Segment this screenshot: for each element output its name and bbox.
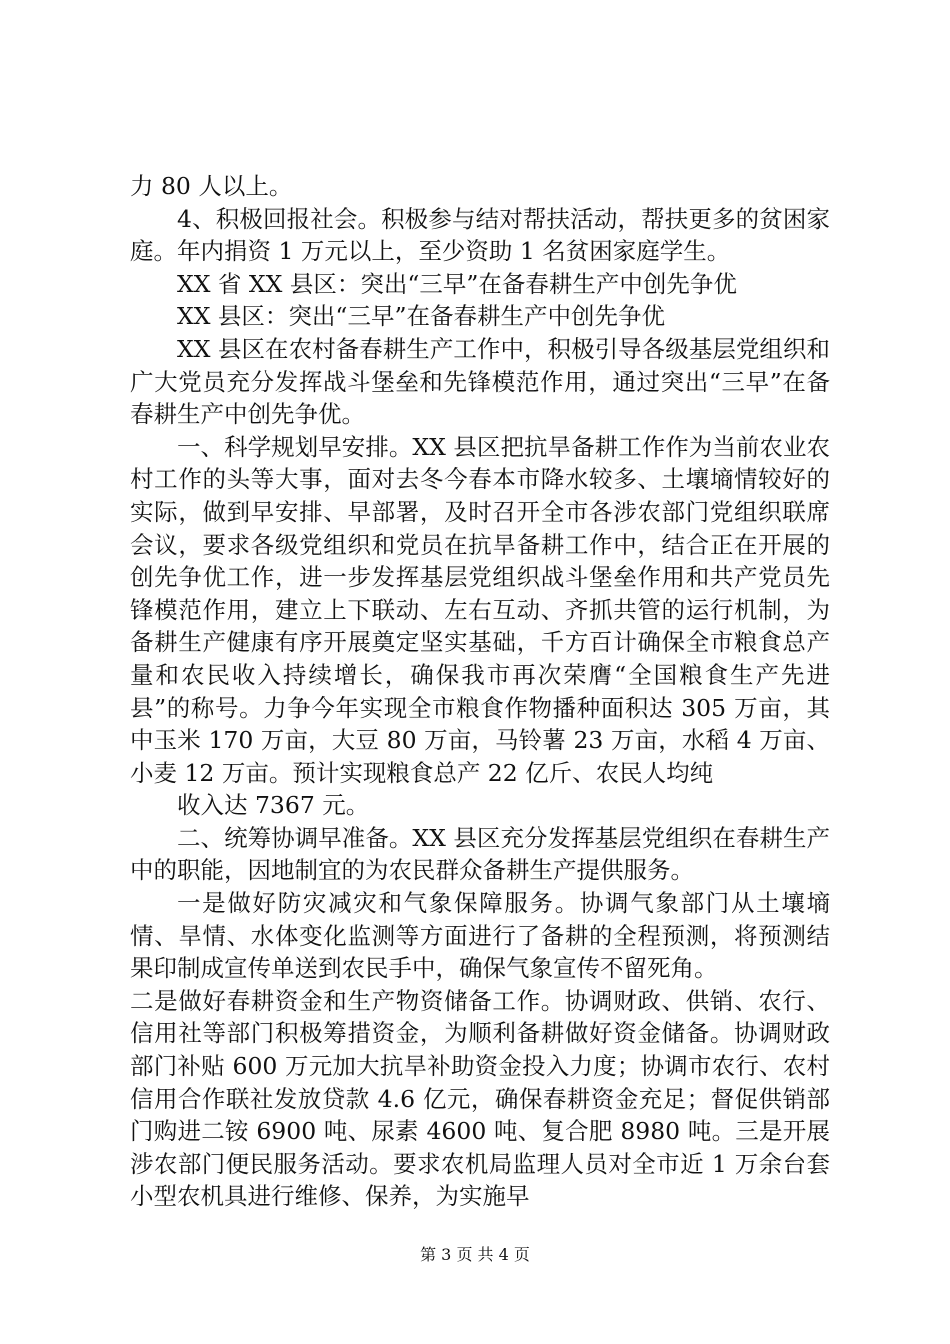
paragraph-continuation: 力 80 人以上。 <box>130 172 293 200</box>
paragraph-section-one: 一、科学规划早安排。XX 县区把抗旱备耕工作作为当前农业农村工作的头等大事，面对去冬今春本市降水较多、土壤墒情较好的实际，做到早安排、早部署，及时召开全市各涉农部门党组织联席会议，要求各级党组织和党员在抗旱备耕工作中，结合正在开展的创先争优工作，进一步发挥基层党组织战斗堡垒作用和共产党员先锋模范作用，建立上下联动、左右互动、齐抓共管的运行机制，为备耕生产健康有序开展奠定坚实基础，千方百计确保全市粮食总产量和农民收入持续增长，确保我市再次荣膺“全国粮食生产先进县”的称号。力争今年实现全市粮食作物播种面积达 305 万亩，其中玉米 170 万亩，大豆 80 万亩，马铃薯 23 万亩，水稻 4 万亩、小麦 12 万亩。预计实现粮食总产 22 亿斤、农民人均纯 <box>130 432 830 787</box>
paragraph-disaster-service: 一是做好防灾减灾和气象保障服务。协调气象部门从土壤墒情、旱情、水体变化监测等方面进行了备耕的全程预测，将预测结果印制成宣传单送到农民手中，确保气象宣传不留死角。 <box>130 889 830 983</box>
article-title-short: XX 县区：突出“三早”在备春耕生产中创先争优 <box>177 302 665 331</box>
paragraph-income: 收入达 7367 元。 <box>177 791 370 820</box>
document-body <box>130 170 830 1213</box>
article-title-full: XX 省 XX 县区：突出“三早”在备春耕生产中创先争优 <box>177 269 737 298</box>
paragraph-social-return: 4、积极回报社会。积极参与结对帮扶活动，帮扶更多的贫困家庭。年内捐资 1 万元以上，至少资助 1 名贫困家庭学生。 <box>130 204 830 266</box>
page-footer: 第 3 页 共 4 页 <box>420 1245 530 1264</box>
paragraph-intro: XX 县区在农村备春耕生产工作中，积极引导各级基层党组织和广大党员充分发挥战斗堡垒和先锋模范作用，通过突出“三早”在备春耕生产中创先争优。 <box>130 334 830 429</box>
paragraph-section-two: 二、统筹协调早准备。XX 县区充分发挥基层党组织在春耕生产中的职能，因地制宜的为农民群众备耕生产提供服务。 <box>130 823 830 885</box>
paragraph-funding: 二是做好春耕资金和生产物资储备工作。协调财政、供销、农行、信用社等部门积极筹措资金，为顺利备耕做好资金储备。协调财政部门补贴 600 万元加大抗旱补助资金投入力度；协调市农行、农村信用合作联社发放贷款 4.6 亿元，确保春耕资金充足；督促供销部门购进二铵 6900 吨、尿素 4600 吨、复合肥 8980 吨。三是开展涉农部门便民服务活动。要求农机局监理人员对全市近 1 万余台套小型农机具进行维修、保养，为实施早 <box>130 986 830 1211</box>
